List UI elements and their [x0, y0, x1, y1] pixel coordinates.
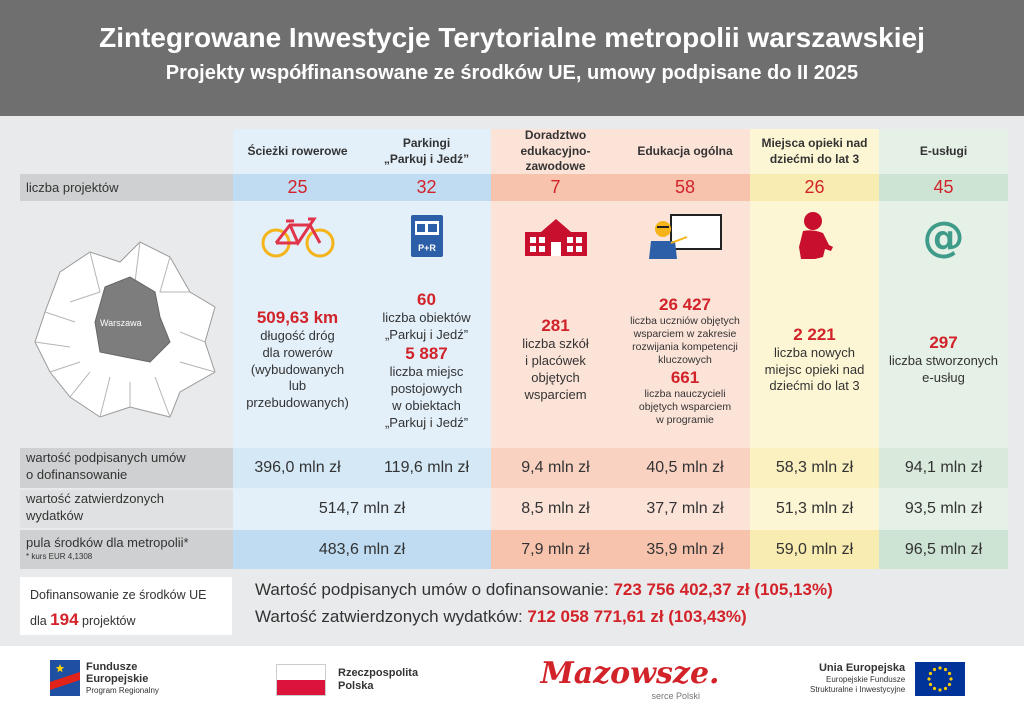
bicycle-icon [233, 206, 362, 266]
count-parking: 32 [416, 177, 437, 197]
signed-value-bikes: 396,0 mln zł [254, 459, 341, 476]
desc-education: 26 427 liczba uczniów objętych wsparciem w zakresie rozwijania kompetencji kluczowych 661 liczba nauczycieli objętych wsparciem w programie [630, 295, 740, 426]
map-label-warszawa: Warszawa [100, 318, 142, 328]
desc-bikes: 509,63 km długość dróg dla rowerów (wybudowanych lub przebudowanych) [246, 307, 349, 411]
summary-approved-value: 712 058 771,61 zł (103,43%) [527, 607, 747, 626]
metropolis-map [30, 232, 220, 422]
approved-value-counseling: 8,5 mln zł [521, 500, 590, 517]
fe-logo: Fundusze Europejskie Program Regionalny [50, 660, 159, 696]
at-sign-icon: @ [922, 211, 965, 261]
footer-logos [0, 646, 1024, 725]
mazowsze-logo: Mazowsze. serce Polski [540, 656, 720, 701]
approved-value-eservices: 93,5 mln zł [904, 500, 983, 517]
approved-value-bikes-parking: 514,7 mln zł [318, 500, 406, 517]
pool-value-counseling: 7,9 mln zł [521, 541, 590, 558]
count-childcare: 26 [804, 177, 825, 197]
row-label-approved: wartość zatwierdzonych wydatków [26, 491, 164, 523]
row-label-signed: wartość podpisanych umów o dofinansowanie [26, 450, 186, 482]
summary-approved-line: Wartość zatwierdzonych wydatków: 712 058 771,61 zł (103,43%) [255, 607, 747, 626]
page-title: Zintegrowane Inwestycje Terytorialne metropolii warszawskiej [99, 22, 925, 53]
rp-logo: Rzeczpospolita Polska [276, 664, 418, 696]
count-counseling: 7 [550, 177, 561, 197]
desc-eservices: 297 liczba stworzonych e-usług [888, 333, 999, 385]
page-subtitle: Projekty współfinansowane ze środków UE, umowy podpisane do II 2025 [165, 62, 859, 84]
pool-value-bikes-parking: 483,6 mln zł [318, 541, 406, 558]
row-label-pool: pula środków dla metropolii* * kurs EUR 4,1308 [26, 535, 189, 561]
teacher-board-icon [620, 206, 750, 266]
signed-value-education: 40,5 mln zł [646, 459, 724, 476]
signed-value-eservices: 94,1 mln zł [904, 459, 983, 476]
approved-value-education: 37,7 mln zł [646, 500, 724, 517]
polish-flag-icon [276, 664, 326, 696]
summary-projects-box: Dofinansowanie ze środków UE dla 194 projektów [20, 577, 232, 635]
child-icon [750, 206, 879, 266]
eu-flag-icon [915, 662, 965, 696]
signed-value-parking: 119,6 mln zł [383, 459, 470, 476]
signed-value-counseling: 9,4 mln zł [521, 459, 590, 476]
eu-logo: Unia Europejska Europejskie Fundusze Strukturalne i Inwestycyjne [810, 662, 965, 696]
summary-signed-value: 723 756 402,37 zł (105,13%) [613, 580, 833, 599]
column-header-parking: Parkingi „Parkuj i Jedź” [383, 135, 470, 166]
column-header-eservices: E-usługi [919, 143, 968, 158]
desc-parking: 60 liczba obiektów „Parkuj i Jedź” 5 887 liczba miejsc postojowych w obiektach „Parkuj i Jedź” [382, 290, 471, 430]
summary-signed-line: Wartość podpisanych umów o dofinansowanie: 723 756 402,37 zł (105,13%) [255, 580, 833, 599]
desc-counseling: 281 liczba szkół i placówek objętych wsparciem [522, 316, 589, 402]
row-label-projects: liczba projektów [26, 180, 119, 195]
column-header-education: Edukacja ogólna [637, 143, 733, 158]
pool-value-education: 35,9 mln zł [646, 541, 724, 558]
fe-flag-icon [50, 660, 80, 696]
school-icon [491, 206, 620, 266]
column-header-bikes: Ścieżki rowerowe [247, 143, 348, 158]
count-bikes: 25 [287, 177, 308, 197]
count-eservices: 45 [933, 177, 954, 197]
pool-value-eservices: 96,5 mln zł [904, 541, 983, 558]
header-banner [0, 0, 1024, 116]
approved-value-childcare: 51,3 mln zł [775, 500, 854, 517]
desc-childcare: 2 221 liczba nowych miejsc opieki nad dziećmi do lat 3 [764, 324, 865, 394]
column-header-counseling: Doradztwo edukacyjno- zawodowe [520, 128, 591, 174]
summary-project-count: 194 [50, 609, 79, 629]
park-and-ride-icon [362, 206, 491, 266]
svg-text:P+R: P+R [417, 243, 436, 253]
signed-value-childcare: 58,3 mln zł [775, 459, 854, 476]
column-header-childcare: Miejsca opieki nad dziećmi do lat 3 [761, 135, 868, 166]
count-education: 58 [674, 177, 696, 197]
pool-value-childcare: 59,0 mln zł [775, 541, 854, 558]
